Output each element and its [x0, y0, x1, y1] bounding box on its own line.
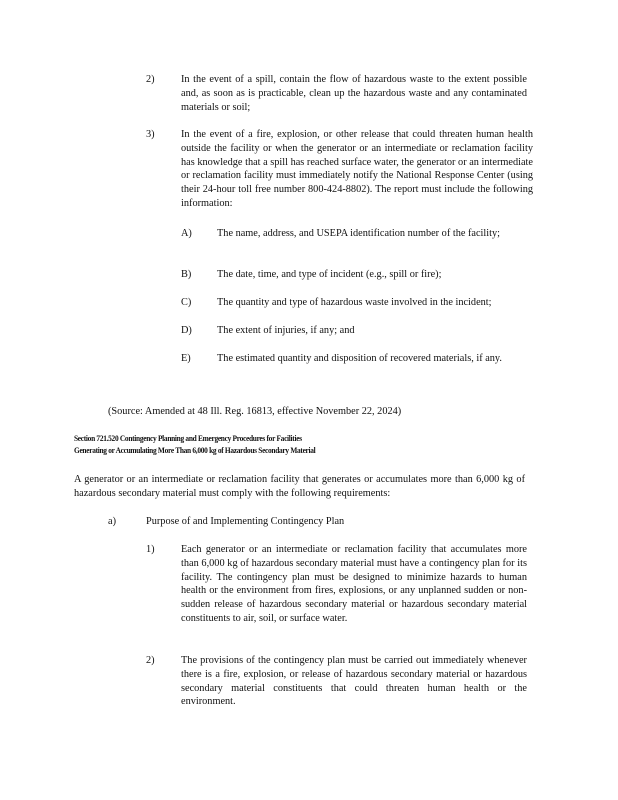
item-text: The provisions of the contingency plan must be carried out immediately whenever there is a fire, explosion, or release of hazardous secondary material or hazardous secondary material constituents that could threaten human health or the environment.: [181, 655, 527, 708]
subitem-text: The quantity and type of hazardous waste involved in the incident;: [217, 297, 492, 308]
subsection-title: Purpose of and Implementing Contingency Plan: [146, 516, 345, 527]
subitem-letter: D): [181, 325, 192, 336]
section-heading-line: Generating or Accumulating More Than 6,000 kg of Hazardous Secondary Material: [74, 444, 316, 455]
item-number: 2): [146, 655, 155, 666]
subitem-letter: A): [181, 228, 192, 239]
subitem-letter: B): [181, 269, 192, 280]
item-number: 1): [146, 544, 155, 555]
intro-paragraph: A generator or an intermediate or reclamation facility that generates or accumulates more than 6,000 kg of hazardous secondary material must comply with the following requirements:: [74, 474, 525, 499]
subitem-letter: E): [181, 353, 191, 364]
item-text: In the event of a fire, explosion, or other release that could threaten human health outside the facility or when the generator or an intermediate or reclamation facility has knowledge that a spill has reached surface water, the generator or an intermediate or reclamation facility must immediately notify the National Response Center (using their 24-hour toll free number 800-424-8802). The report must include the following information:: [181, 129, 533, 209]
section-heading: [74, 433, 435, 456]
item-number: 3): [146, 129, 155, 140]
source-note: (Source: Amended at 48 Ill. Reg. 16813, effective November 22, 2024): [108, 406, 402, 417]
subitem-text: The extent of injuries, if any; and: [217, 325, 355, 336]
subitem-text: The estimated quantity and disposition of recovered materials, if any.: [217, 353, 502, 364]
subitem-letter: C): [181, 297, 192, 308]
subitem-text: The name, address, and USEPA identification number of the facility;: [217, 228, 501, 239]
subitem-text: The date, time, and type of incident (e.g., spill or fire);: [217, 269, 442, 280]
subsection-letter: a): [108, 516, 116, 527]
item-text: In the event of a spill, contain the flow of hazardous waste to the extent possible and, as soon as is practicable, clean up the hazardous waste and any contaminated materials or soil;: [181, 74, 527, 113]
item-text: Each generator or an intermediate or reclamation facility that accumulates more than 6,000 kg of hazardous secondary material must have a contingency plan for its facility. The contingency plan must be designed to minimize hazards to human health or the environment from fires, explosions, or any unplanned sudden or non-sudden release of hazardous secondary material or hazardous secondary material constituents to air, soil, or surface water.: [181, 544, 527, 624]
section-heading-line: Section 721.520 Contingency Planning and Emergency Procedures for Facilities: [74, 433, 302, 443]
item-number: 2): [146, 74, 155, 85]
